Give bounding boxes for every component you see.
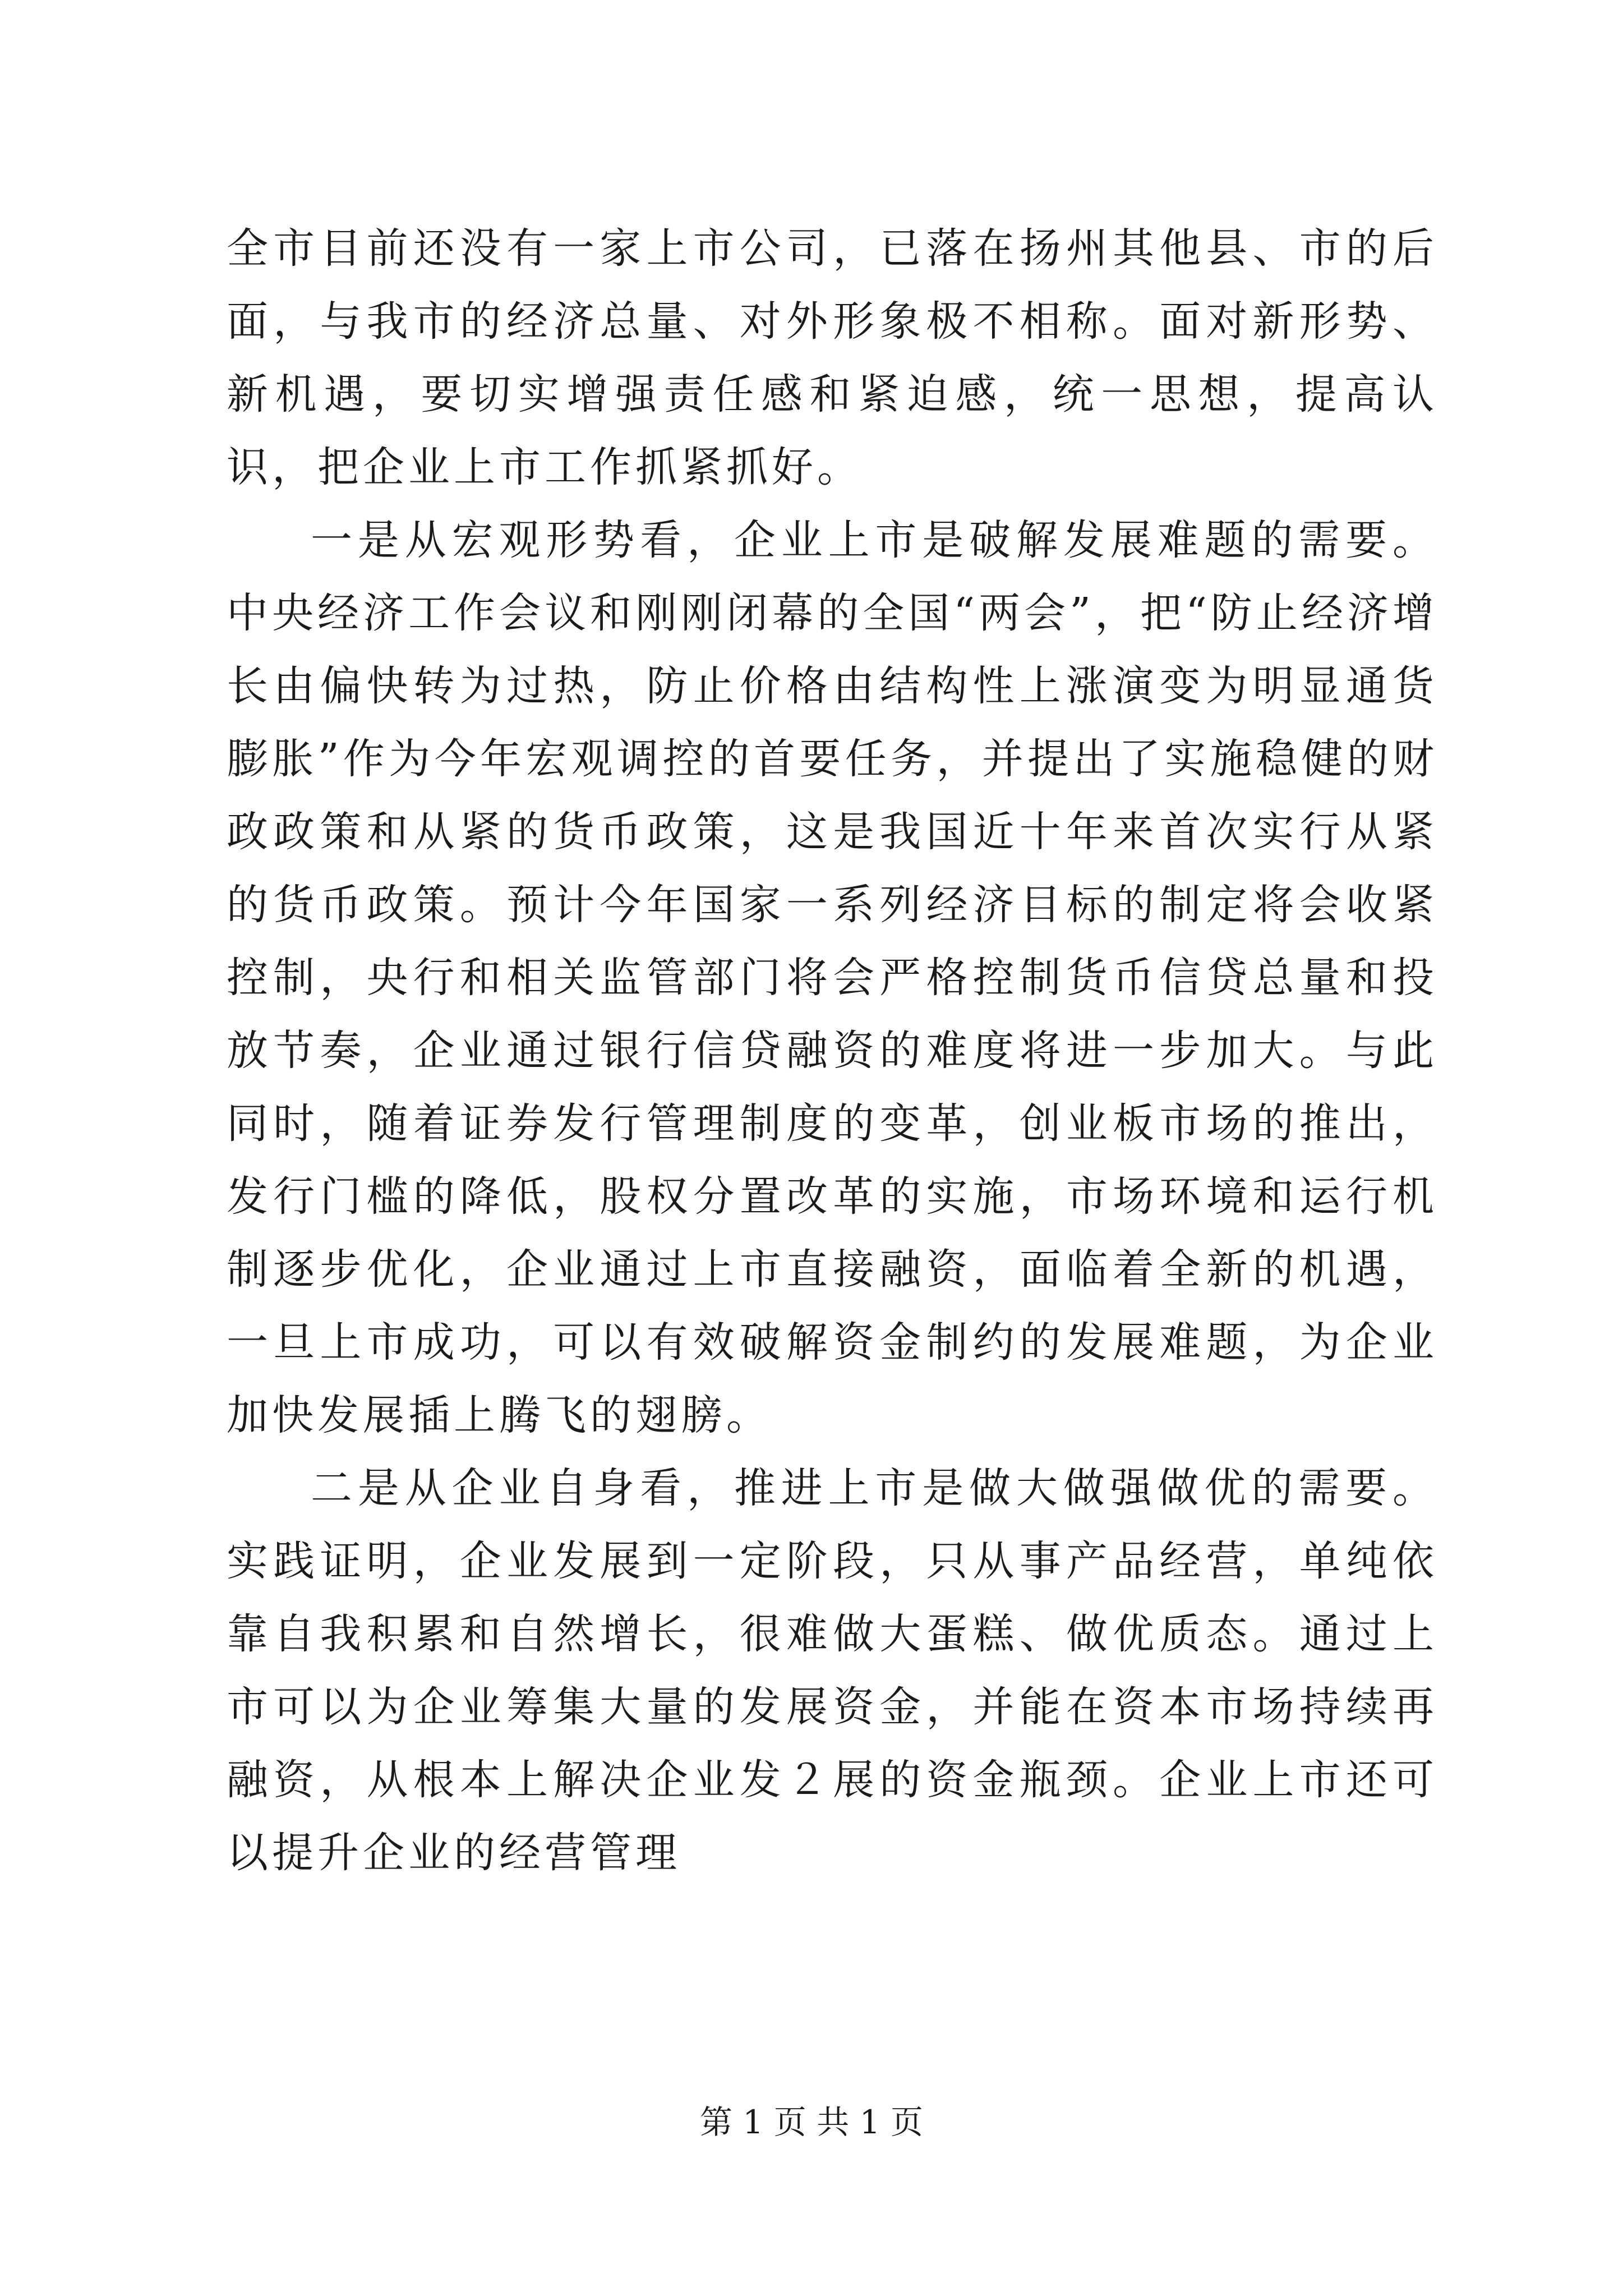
document-body: [227, 212, 1438, 1889]
paragraph-3: 二是从企业自身看，推进上市是做大做强做优的需要。实践证明，企业发展到一定阶段，只从事产品经营，单纯依靠自我积累和自然增长，很难做大蛋糕、做优质态。通过上市可以为企业筹集大量的发展资金，并能在资本市场持续再融资，从根本上解决企业发２展的资金瓶颈。企业上市还可以提升企业的经营管理: [227, 1464, 1438, 1877]
paragraph-2: 一是从宏观形势看，企业上市是破解发展难题的需要。中央经济工作会议和刚刚闭幕的全国“两会”，把“防止经济增长由偏快转为过热，防止价格由结构性上涨演变为明显通货膨胀”作为今年宏观调控的首要任务，并提出了实施稳健的财政政策和从紧的货币政策，这是我国近十年来首次实行从紧的货币政策。预计今年国家一系列经济目标的制定将会收紧控制，央行和相关监管部门将会严格控制货币信贷总量和投放节奏，企业通过银行信贷融资的难度将进一步加大。与此同时，随着证券发行管理制度的变革，创业板市场的推出，发行门槛的降低，股权分置改革的实施，市场环境和运行机制逐步优化，企业通过上市直接融资，面临着全新的机遇，一旦上市成功，可以有效破解资金制约的发展难题，为企业加快发展插上腾飞的翅膀。: [227, 516, 1438, 1439]
page-footer: [0, 2102, 1623, 2142]
paragraph-1: 全市目前还没有一家上市公司，已落在扬州其他县、市的后面，与我市的经济总量、对外形象极不相称。面对新形势、新机遇，要切实增强责任感和紧迫感，统一思想，提高认识，把企业上市工作抓紧抓好。: [227, 224, 1438, 491]
page-number-label: 第 1 页 共 1 页: [700, 2103, 923, 2141]
